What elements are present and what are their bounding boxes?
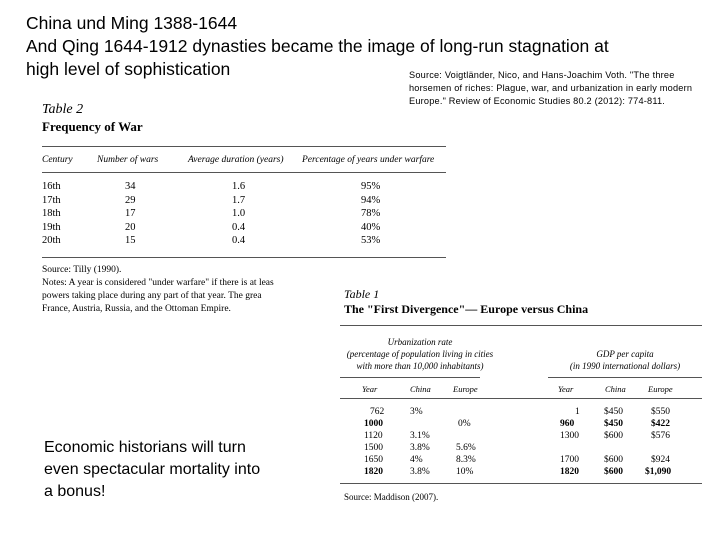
cell-century: 19th [42, 221, 61, 233]
group-label-line: with more than 10,000 inhabitants) [356, 361, 484, 371]
cell-duration: 0.4 [232, 235, 246, 246]
cell-year: 1820 [364, 467, 383, 477]
cell-china-gdp: $600 [604, 431, 623, 441]
cell-china-urban: 3.1% [410, 431, 430, 441]
cell-europe-gdp: $924 [651, 455, 670, 465]
cell-wars: 15 [125, 235, 136, 246]
cell-china-urban: 4% [410, 455, 423, 465]
table2-bottom-rule [42, 257, 446, 258]
cell-china-urban: 3.8% [410, 443, 430, 453]
table2-header-century: Century [42, 155, 73, 165]
group-label-line: Urbanization rate [387, 337, 453, 347]
cell-percentage: 40% [361, 221, 381, 233]
table-row [340, 407, 720, 419]
table2-source: Source: Tilly (1990). [42, 265, 122, 275]
table1-header-china: China [410, 384, 431, 394]
group-label-line: (in 1990 international dollars) [569, 361, 681, 371]
source-citation: Source: Voigtländer, Nico, and Hans-Joachim Voth. "The three horsemen of riches: Plague, war, and urbanization in early modern Europe." Review of Economic Studies 80.2 (2012): 774-811. [409, 70, 693, 106]
table1-bottom-rule [340, 483, 702, 484]
commentary-line-2: even spectacular mortality into [44, 461, 261, 478]
cell-duration: 0.4 [232, 221, 246, 233]
group-label-line: GDP per capita [596, 349, 654, 359]
title-line-3: high level of sophistication [26, 59, 231, 79]
cell-year-gdp: 1820 [560, 467, 579, 477]
cell-century: 18th [42, 208, 61, 219]
table2-header-duration: Average duration (years) [188, 155, 284, 165]
table1-header-europe: Europe [453, 384, 478, 394]
cell-year-gdp: 960 [560, 419, 575, 429]
table1-group-urbanization [340, 336, 500, 372]
cell-percentage: 94% [361, 194, 381, 206]
cell-year: 1120 [364, 431, 383, 441]
title-line-2: And Qing 1644-1912 dynasties became the image of long-run stagnation at [26, 36, 609, 56]
table1-header-rule [340, 398, 702, 399]
title-line-1: China und Ming 1388-1644 [26, 13, 238, 33]
cell-year: 1500 [364, 443, 383, 453]
table-row [42, 195, 452, 209]
cell-europe-gdp: $550 [651, 407, 670, 417]
cell-wars: 17 [125, 208, 136, 219]
table-row [42, 208, 452, 222]
table-row [340, 443, 720, 455]
cell-year: 1000 [364, 419, 383, 429]
cell-china-gdp: $450 [604, 407, 623, 417]
cell-percentage: 95% [361, 181, 381, 192]
table-row [42, 235, 452, 249]
table1-name: The "First Divergence"— Europe versus China [344, 302, 589, 316]
table1-header-china-2: China [605, 384, 626, 394]
table1-header-year: Year [362, 384, 378, 394]
table2-notes-line-2: powers taking place during any part of that year. The grea [42, 291, 262, 301]
table2-header-rule [42, 172, 446, 173]
cell-year-gdp: 1300 [560, 431, 579, 441]
table2-name: Frequency of War [42, 119, 143, 134]
cell-china-gdp: $450 [604, 419, 623, 429]
table2-top-rule [42, 146, 446, 147]
table1-header-year-2: Year [558, 384, 574, 394]
cell-century: 20th [42, 235, 61, 246]
table-row [340, 419, 720, 431]
cell-year: 762 [370, 407, 385, 417]
table2-notes-line-1: Notes: A year is considered "under warfare" if there is at leas [42, 278, 274, 288]
table1-number: Table 1 [344, 287, 380, 301]
table-first-divergence [340, 287, 720, 512]
cell-europe-urban: 8.3% [456, 455, 476, 465]
cell-china-gdp: $600 [604, 455, 623, 465]
cell-europe-urban: 5.6% [456, 443, 476, 453]
table2-notes-line-3: France, Austria, Russia, and the Ottoman Empire. [42, 304, 231, 314]
cell-china-urban: 3% [410, 407, 423, 417]
table-row [340, 455, 720, 467]
cell-year-gdp: 1 [575, 407, 580, 417]
cell-wars: 34 [125, 181, 136, 192]
cell-europe-urban: 10% [456, 467, 474, 477]
table1-source: Source: Maddison (2007). [344, 492, 439, 502]
table2-number: Table 2 [42, 102, 84, 117]
cell-century: 16th [42, 181, 61, 192]
table2-footnotes [42, 264, 274, 316]
cell-wars: 29 [125, 194, 136, 206]
cell-europe-gdp: $1,090 [645, 467, 672, 477]
cell-duration: 1.0 [232, 208, 246, 219]
cell-percentage: 53% [361, 235, 381, 246]
table1-group-gdp [550, 348, 700, 372]
cell-europe-gdp: $422 [651, 419, 670, 429]
cell-year-gdp: 1700 [560, 455, 579, 465]
cell-century: 17th [42, 194, 61, 206]
cell-europe-gdp: $576 [651, 431, 670, 441]
cell-china-gdp: $600 [604, 467, 623, 477]
cell-europe-urban: 0% [458, 419, 471, 429]
table-row [340, 467, 720, 479]
cell-year: 1650 [364, 455, 383, 465]
table-row [42, 181, 452, 195]
table2-header-percentage: Percentage of years under warfare [302, 155, 435, 165]
cell-duration: 1.7 [232, 194, 246, 206]
table-row [340, 431, 720, 443]
table1-top-rule [340, 325, 702, 326]
group-label-line: (percentage of population living in cities [346, 349, 494, 359]
table1-group-rule-right [548, 377, 702, 378]
commentary-line-3: a bonus! [44, 483, 106, 500]
table1-group-rule-left [340, 377, 480, 378]
cell-percentage: 78% [361, 208, 381, 219]
commentary-text [44, 437, 304, 503]
commentary-line-1: Economic historians will turn [44, 439, 246, 456]
cell-duration: 1.6 [232, 181, 246, 192]
table1-header-europe-2: Europe [648, 384, 673, 394]
table-row [42, 222, 452, 236]
table2-header-wars: Number of wars [97, 155, 159, 165]
cell-wars: 20 [125, 221, 136, 233]
table2-body [42, 181, 452, 249]
table-frequency-of-war [42, 102, 452, 317]
cell-china-urban: 3.8% [410, 467, 430, 477]
